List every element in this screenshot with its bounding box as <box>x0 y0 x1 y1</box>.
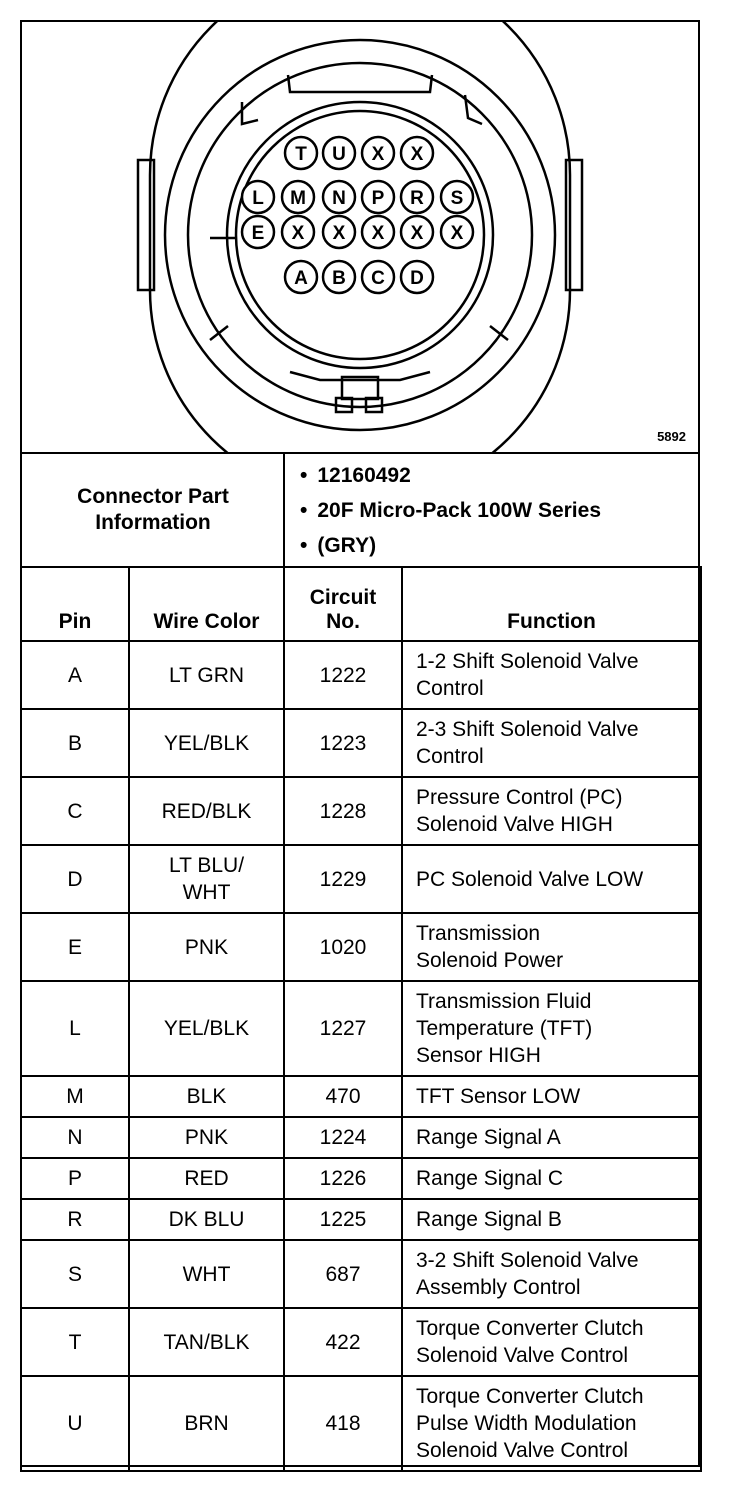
wire-color-cell <box>129 845 284 913</box>
circuit-cell-text: 1224 <box>319 1126 367 1149</box>
function-cell-text: Transmission Solenoid Power <box>416 922 564 972</box>
pin-cell-text: U <box>67 1412 83 1435</box>
pin-cell-text: S <box>67 1262 82 1286</box>
pin-cell-text: E <box>67 935 82 959</box>
table-row <box>21 845 701 913</box>
wire-color-cell <box>129 1117 284 1158</box>
pin-cavity <box>401 181 433 213</box>
pin-label: C <box>371 268 385 289</box>
pin-label: X <box>410 223 424 244</box>
circuit-cell <box>284 1117 402 1158</box>
table-row <box>21 709 701 777</box>
pin-cell <box>21 777 129 845</box>
function-cell <box>402 981 701 1076</box>
circuit-cell <box>284 845 402 913</box>
function-cell <box>402 1240 701 1308</box>
circuit-cell <box>284 1376 402 1471</box>
function-cell-text: 1-2 Shift Solenoid Valve Control <box>416 650 639 700</box>
function-cell <box>402 1199 701 1240</box>
figure-number: 5892 <box>657 429 686 444</box>
function-cell-text: TFT Sensor LOW <box>416 1085 581 1108</box>
function-cell-text: Torque Converter Clutch Solenoid Valve Control <box>416 1317 644 1367</box>
function-cell <box>402 1308 701 1376</box>
function-cell-text: Pressure Control (PC) Solenoid Valve HIGH <box>416 786 623 836</box>
pin-label: M <box>290 188 306 209</box>
pin-cell <box>21 1076 129 1117</box>
connector-face-drawing <box>20 20 700 452</box>
housing-ring-2 <box>188 63 532 407</box>
circuit-cell-text: 1229 <box>319 867 367 891</box>
circuit-cell <box>284 709 402 777</box>
wire-color-cell <box>129 981 284 1076</box>
pin-cell-text: M <box>66 1085 84 1108</box>
wire-color-cell-text: LT GRN <box>168 663 245 687</box>
pin-label: S <box>450 188 464 209</box>
pin-cavity <box>323 261 355 293</box>
pin-cell <box>21 1376 129 1471</box>
function-cell-text: Range Signal B <box>416 1208 562 1231</box>
function-cell-text: PC Solenoid Valve LOW <box>416 867 644 891</box>
table-row <box>21 981 701 1076</box>
table-row <box>21 1158 701 1199</box>
series-name: • 20F Micro-Pack 100W Series <box>300 493 601 528</box>
connector-color: • (GRY) <box>300 528 601 563</box>
wire-color-cell-text: TAN/BLK <box>163 1330 250 1354</box>
pin-cell-text: D <box>67 867 83 891</box>
pin-cell <box>21 845 129 913</box>
circuit-cell-text: 1020 <box>319 935 367 959</box>
pin-cell-text: T <box>68 1330 82 1354</box>
function-cell <box>402 709 701 777</box>
pin-cell <box>21 913 129 981</box>
function-cell-text: Range Signal A <box>416 1126 561 1149</box>
left-latch <box>138 160 154 290</box>
pin-label: D <box>410 268 424 289</box>
circuit-cell <box>284 981 402 1076</box>
pin-cavity <box>242 216 274 248</box>
pin-label: N <box>332 188 346 209</box>
circuit-cell-text: 1222 <box>319 663 367 687</box>
function-cell <box>402 1158 701 1199</box>
divider-diagram-info <box>20 452 700 454</box>
pin-label: T <box>295 144 307 165</box>
table-row <box>21 1199 701 1240</box>
function-cell <box>402 1076 701 1117</box>
function-cell-text: Range Signal C <box>416 1167 564 1190</box>
pin-label: B <box>332 268 346 289</box>
pin-label: A <box>294 268 308 289</box>
function-cell <box>402 913 701 981</box>
circuit-cell <box>284 641 402 709</box>
pin-label: X <box>332 223 346 244</box>
pin-cell-text: L <box>69 1017 81 1040</box>
pin-cell-text: C <box>67 799 83 823</box>
pin-cell-text: N <box>67 1126 83 1149</box>
connector-part-info-list <box>300 458 601 563</box>
circuit-cell-text: 687 <box>325 1262 361 1286</box>
wire-color-cell-text: PNK <box>184 1126 229 1149</box>
circuit-cell-text: 1227 <box>319 1017 367 1040</box>
wire-color-cell-text: YEL/BLK <box>163 1017 250 1040</box>
wire-color-cell <box>129 777 284 845</box>
wire-color-cell <box>129 641 284 709</box>
function-cell <box>402 1117 701 1158</box>
pin-cavity <box>441 181 473 213</box>
circuit-cell-text: 1223 <box>319 731 367 755</box>
pin-label: X <box>450 223 464 244</box>
header-wire-color: Wire Color <box>129 567 284 641</box>
pin-cavity <box>323 181 355 213</box>
pin-cavity <box>362 181 394 213</box>
pin-cell-text: A <box>67 663 82 687</box>
pin-cell <box>21 1308 129 1376</box>
pin-cell <box>21 1240 129 1308</box>
circuit-cell-text: 1225 <box>319 1208 367 1231</box>
pin-label: E <box>251 223 265 244</box>
table-row <box>21 1117 701 1158</box>
table-row <box>21 1376 701 1471</box>
wire-color-cell-text: PNK <box>184 935 229 959</box>
function-cell <box>402 777 701 845</box>
circuit-cell <box>284 1158 402 1199</box>
connector-part-information-label <box>22 455 284 565</box>
table-row <box>21 913 701 981</box>
pin-cavity <box>401 261 433 293</box>
pin-cell <box>21 1117 129 1158</box>
pinout-header-row <box>21 567 701 641</box>
table-row <box>21 1076 701 1117</box>
pin-label: U <box>332 144 346 165</box>
unused-cavity <box>362 137 394 169</box>
unused-cavity <box>401 137 433 169</box>
wire-color-cell-text: BRN <box>184 1412 229 1435</box>
wire-color-cell-text: DK BLU <box>168 1208 245 1231</box>
pin-cell <box>21 709 129 777</box>
wire-color-cell <box>129 1158 284 1199</box>
wire-color-cell-text: YEL/BLK <box>163 731 250 755</box>
connector-diagram <box>20 20 700 452</box>
table-row <box>21 1240 701 1308</box>
pin-label: X <box>371 144 385 165</box>
circuit-cell-text: 418 <box>325 1412 361 1435</box>
wire-color-cell <box>129 913 284 981</box>
wire-color-cell-text: RED/BLK <box>161 799 252 823</box>
circuit-cell <box>284 777 402 845</box>
pin-cavity <box>285 137 317 169</box>
housing-ring-1 <box>165 40 555 430</box>
pin-cell-text: R <box>67 1208 83 1231</box>
pin-layer <box>242 137 473 293</box>
function-cell <box>402 845 701 913</box>
pin-label: L <box>252 188 264 209</box>
unused-cavity <box>323 216 355 248</box>
unused-cavity <box>282 216 314 248</box>
function-cell-text: 3-2 Shift Solenoid Valve Assembly Control <box>416 1249 639 1299</box>
housing-outer-outline <box>150 20 570 452</box>
pin-label: X <box>371 223 385 244</box>
wire-color-cell <box>129 1076 284 1117</box>
wire-color-cell <box>129 1240 284 1308</box>
right-latch <box>566 160 582 290</box>
pin-cavity <box>242 181 274 213</box>
pin-cavity <box>285 261 317 293</box>
header-pin: Pin <box>21 567 129 641</box>
pin-cell <box>21 1158 129 1199</box>
connector-part-information-text: Connector Part Information <box>77 485 229 534</box>
circuit-cell <box>284 1076 402 1117</box>
wire-color-cell <box>129 709 284 777</box>
circuit-cell-text: 1226 <box>319 1167 367 1190</box>
circuit-cell <box>284 1240 402 1308</box>
function-cell-text: Torque Converter Clutch Pulse Width Modulation Solenoid Valve Control <box>416 1385 644 1462</box>
circuit-cell <box>284 913 402 981</box>
pin-cavity <box>323 137 355 169</box>
function-cell-text: Transmission Fluid Temperature (TFT) Sensor HIGH <box>416 990 593 1067</box>
function-cell-text: 2-3 Shift Solenoid Valve Control <box>416 718 639 768</box>
pinout-table <box>20 566 702 1472</box>
circuit-cell <box>284 1308 402 1376</box>
header-circuit-no <box>284 567 402 641</box>
unused-cavity <box>401 216 433 248</box>
pin-cell <box>21 981 129 1076</box>
pin-cell <box>21 1199 129 1240</box>
pin-cell <box>21 641 129 709</box>
circuit-cell-text: 422 <box>325 1330 361 1354</box>
circuit-cell <box>284 1199 402 1240</box>
pin-label: R <box>410 188 424 209</box>
table-row <box>21 1308 701 1376</box>
circuit-cell-text: 470 <box>325 1085 361 1108</box>
pin-cell-text: P <box>67 1167 82 1190</box>
pinout-body <box>21 641 701 1471</box>
wire-color-cell <box>129 1308 284 1376</box>
pin-cavity <box>282 181 314 213</box>
header-circuit-text: Circuit No. <box>309 586 377 633</box>
unused-cavity <box>362 216 394 248</box>
part-number: • 12160492 <box>300 458 601 493</box>
pin-label: X <box>410 144 424 165</box>
info-divider <box>283 454 285 566</box>
circuit-cell-text: 1228 <box>319 799 367 823</box>
wire-color-cell-text: WHT <box>182 1262 231 1286</box>
pin-label: X <box>291 223 305 244</box>
table-row <box>21 641 701 709</box>
wire-color-cell-text: LT BLU/ WHT <box>168 854 245 904</box>
wire-color-cell <box>129 1199 284 1240</box>
wire-color-cell <box>129 1376 284 1471</box>
wire-color-cell-text: BLK <box>186 1085 227 1108</box>
pin-cell-text: B <box>67 731 82 755</box>
function-cell <box>402 641 701 709</box>
table-row <box>21 777 701 845</box>
header-function: Function <box>402 567 701 641</box>
function-cell <box>402 1376 701 1471</box>
wire-color-cell-text: RED <box>184 1167 229 1190</box>
pin-cavity <box>362 261 394 293</box>
pin-label: P <box>371 188 385 209</box>
unused-cavity <box>441 216 473 248</box>
